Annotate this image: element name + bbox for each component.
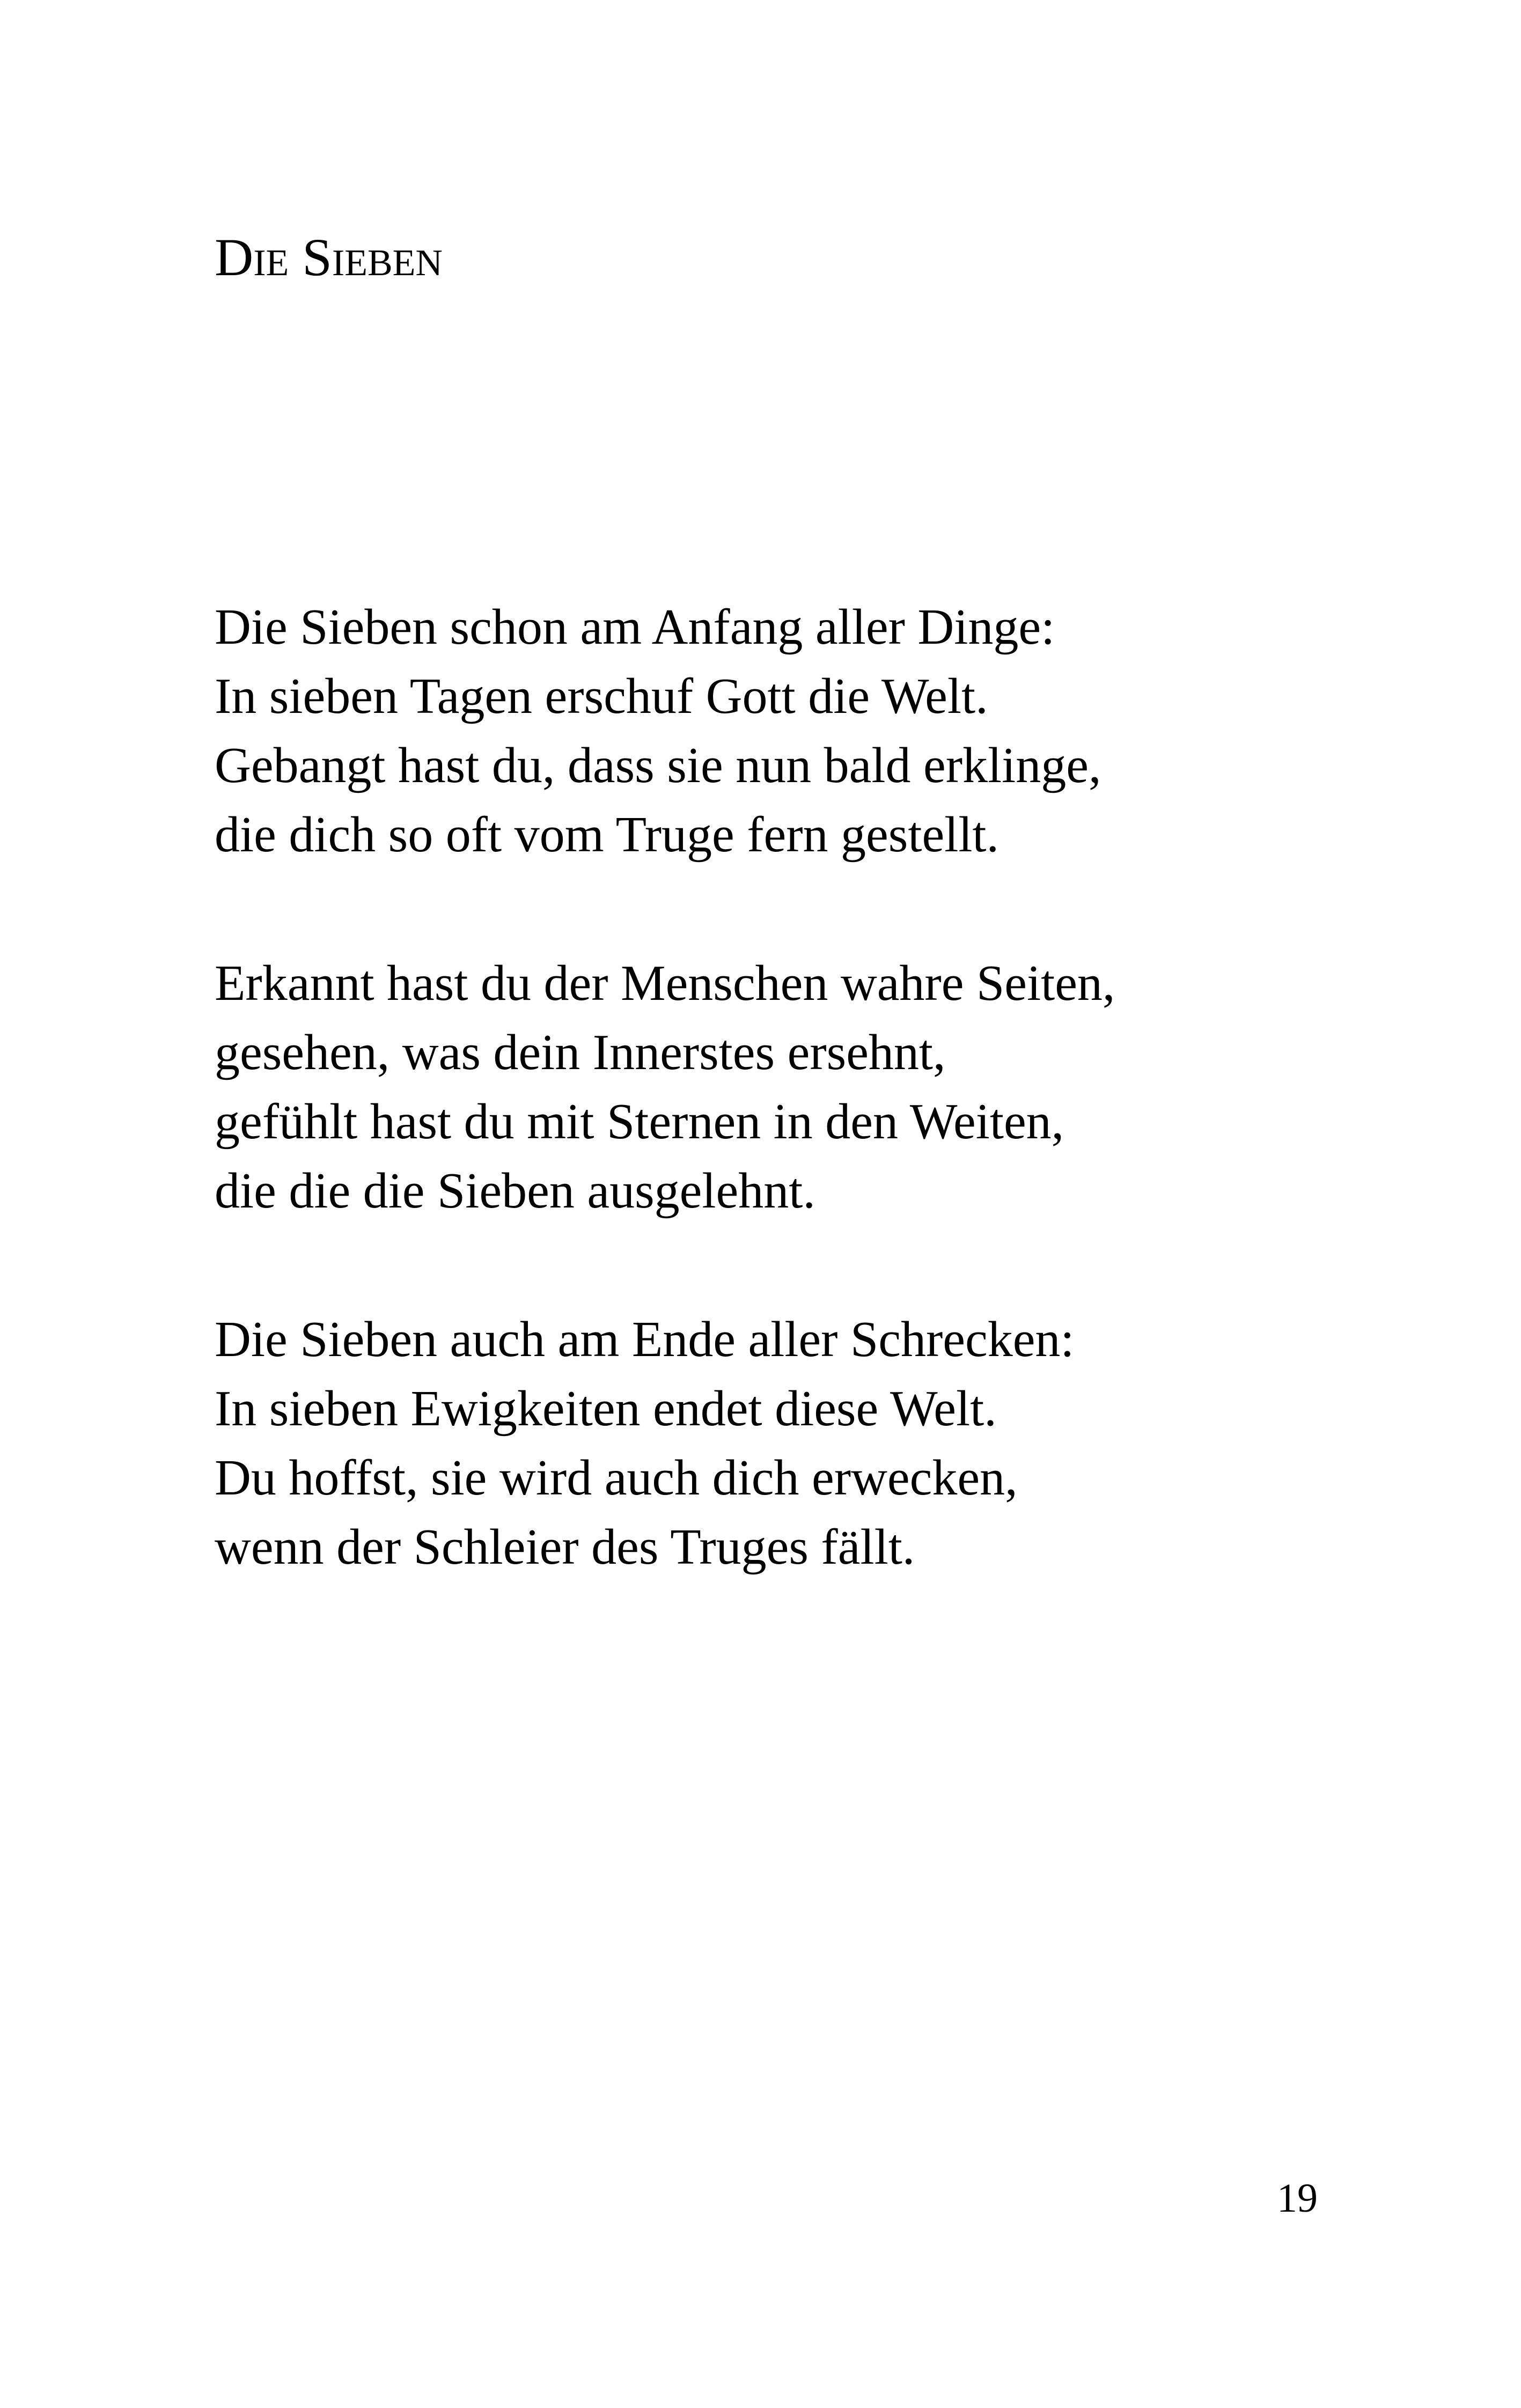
poem-line: Die Sieben auch am Ende aller Schrecken: — [215, 1312, 1075, 1367]
poem-line: Gebangt hast du, dass sie nun bald erklinge, — [215, 738, 1101, 793]
page-number: 19 — [1277, 2176, 1318, 2221]
poem-line: In sieben Tagen erschuf Gott die Welt. — [215, 668, 988, 724]
poem-line: Die Sieben schon am Anfang aller Dinge: — [215, 599, 1055, 655]
poem-line: gefühlt hast du mit Sternen in den Weiten, — [215, 1094, 1064, 1150]
poem-line: wenn der Schleier des Truges fällt. — [215, 1519, 915, 1575]
poem-title: Die Sieben — [215, 227, 443, 287]
stanza-2 — [215, 949, 1341, 1226]
poem-body — [215, 593, 1341, 1661]
poem-line: die die die Sieben ausgelehnt. — [215, 1163, 815, 1219]
poem-line: Du hoffst, sie wird auch dich erwecken, — [215, 1450, 1018, 1506]
stanza-1 — [215, 593, 1341, 870]
poem-line: In sieben Ewigkeiten endet diese Welt. — [215, 1381, 997, 1437]
poem-line: die dich so oft vom Truge fern gestellt. — [215, 807, 1000, 863]
stanza-3 — [215, 1305, 1341, 1582]
poem-line: Erkannt hast du der Menschen wahre Seiten, — [215, 955, 1115, 1011]
poem-line: gesehen, was dein Innerstes ersehnt, — [215, 1025, 946, 1080]
